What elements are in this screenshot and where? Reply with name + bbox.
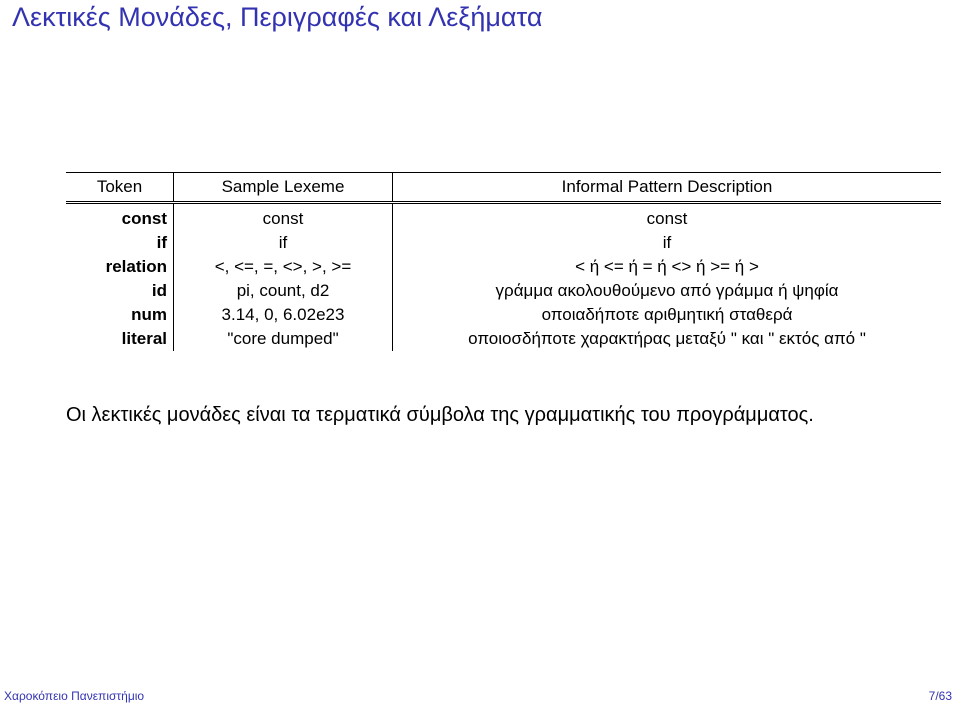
table-row [66,303,941,327]
table-row [66,255,941,279]
table-header-row [66,173,941,203]
token-cell: relation [66,255,174,279]
token-table [66,172,941,351]
lexeme-cell: <, <=, =, <>, >, >= [174,255,393,279]
table-row [66,203,941,232]
token-cell: literal [66,327,174,351]
table-row [66,327,941,351]
description-cell: < ή <= ή = ή <> ή >= ή > [575,257,759,276]
header-token: Token [66,173,174,203]
footer-page-number: 7/63 [928,689,952,703]
description-cell: γράμμα ακολουθούμενο από γράμμα ή ψηφία [495,281,839,300]
table-row [66,231,941,255]
token-cell: const [66,203,174,232]
description-cell: if [662,233,672,252]
description-cell: οποιαδήποτε αριθμητική σταθερά [541,305,793,324]
header-sample-lexeme: Sample Lexeme [174,173,393,203]
description-cell: οποιοσδήποτε χαρακτήρας μεταξύ " και " εκτός από " [468,329,866,348]
token-cell: num [66,303,174,327]
token-cell: id [66,279,174,303]
body-paragraph: Οι λεκτικές μονάδες είναι τα τερματικά σύμβολα της γραμματικής του προγράμματος. [66,404,814,426]
slide-title: Λεκτικές Μονάδες, Περιγραφές και Λεξήματα [12,2,543,32]
token-cell: if [66,231,174,255]
description-cell: const [646,209,688,228]
table-row [66,279,941,303]
lexeme-cell: if [174,231,393,255]
footer-institution: Χαροκόπειο Πανεπιστήμιο [4,689,145,703]
lexeme-cell: 3.14, 0, 6.02e23 [174,303,393,327]
header-description: Informal Pattern Description [393,173,942,203]
lexeme-cell: "core dumped" [174,327,393,351]
lexeme-cell: pi, count, d2 [174,279,393,303]
lexeme-cell: const [174,203,393,232]
